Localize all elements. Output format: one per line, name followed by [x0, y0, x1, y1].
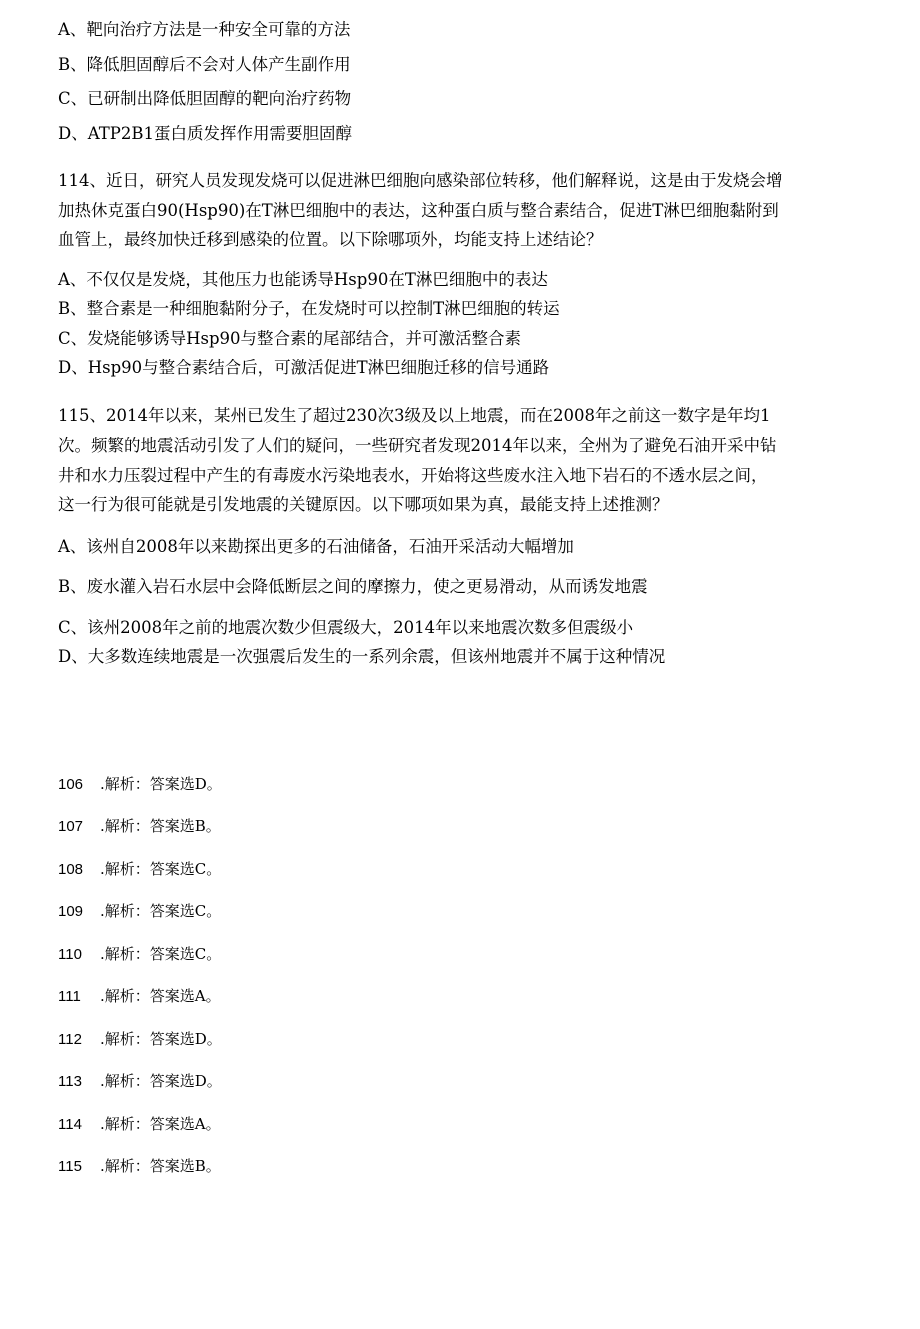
answer-text: .解析：答案选D。 — [100, 1072, 222, 1090]
answer-text: .解析：答案选B。 — [100, 817, 221, 835]
answer-item — [58, 901, 221, 922]
answer-item — [58, 816, 221, 837]
q114-option-d: D、Hsp90与整合素结合后，可激活促进T淋巴细胞迁移的信号通路 — [58, 358, 550, 377]
answer-item — [58, 986, 221, 1007]
prev-option-d: D、ATP2B1蛋白质发挥作用需要胆固醇 — [58, 124, 352, 143]
answer-text: .解析：答案选D。 — [100, 1030, 222, 1048]
answer-number: 109 — [58, 903, 84, 920]
answer-text: .解析：答案选B。 — [100, 1157, 221, 1175]
prev-option-a: A、靶向治疗方法是一种安全可靠的方法 — [58, 20, 351, 39]
q115-option-d: D、大多数连续地震是一次强震后发生的一系列余震，但该州地震并不属于这种情况 — [58, 647, 666, 666]
answer-number: 107 — [58, 818, 84, 835]
answer-number: 112 — [58, 1031, 82, 1048]
q114-stem-line: 加热休克蛋白90(Hsp90)在T淋巴细胞中的表达，这种蛋白质与整合素结合，促进T淋巴细胞黏附到 — [58, 201, 779, 220]
q114-stem-line: 血管上，最终加快迁移到感染的位置。以下除哪项外，均能支持上述结论？ — [58, 230, 603, 249]
answer-number: 111 — [58, 988, 81, 1005]
q115-stem-line: 井和水力压裂过程中产生的有毒废水污染地表水，开始将这些废水注入地下岩石的不透水层之间， — [58, 466, 768, 485]
answer-number: 113 — [58, 1073, 82, 1090]
q115-option-c: C、该州2008年之前的地震次数少但震级大，2014年以来地震次数多但震级小 — [58, 618, 634, 637]
q115-stem-line: 这一行为很可能就是引发地震的关键原因。以下哪项如果为真，最能支持上述推测？ — [58, 495, 669, 514]
q115-option-a: A、该州自2008年以来勘探出更多的石油储备，石油开采活动大幅增加 — [58, 537, 574, 556]
answer-number: 114 — [58, 1116, 82, 1133]
q115-stem-line: 次。频繁的地震活动引发了人们的疑问，一些研究者发现2014年以来，全州为了避免石油开采中钻 — [58, 436, 777, 455]
answer-item — [58, 1029, 222, 1050]
answer-number: 115 — [58, 1158, 82, 1175]
q114-option-a: A、不仅仅是发烧，其他压力也能诱导Hsp90在T淋巴细胞中的表达 — [58, 270, 548, 289]
answer-number: 108 — [58, 861, 84, 878]
answer-text: .解析：答案选C。 — [100, 945, 222, 963]
answer-item — [58, 944, 221, 965]
answer-item — [58, 774, 222, 795]
answer-text: .解析：答案选D。 — [100, 775, 222, 793]
answer-number: 106 — [58, 776, 84, 793]
answer-number: 110 — [58, 946, 82, 963]
answer-text: .解析：答案选C。 — [100, 902, 222, 920]
prev-option-b: B、降低胆固醇后不会对人体产生副作用 — [58, 55, 351, 74]
q114-stem-line: 114、近日，研究人员发现发烧可以促进淋巴细胞向感染部位转移，他们解释说，这是由于发烧会增 — [58, 171, 783, 190]
q115-option-b: B、废水灌入岩石水层中会降低断层之间的摩擦力，使之更易滑动，从而诱发地震 — [58, 577, 648, 596]
prev-option-c: C、已研制出降低胆固醇的靶向治疗药物 — [58, 89, 352, 108]
answer-text: .解析：答案选C。 — [100, 860, 222, 878]
q114-option-c: C、发烧能够诱导Hsp90与整合素的尾部结合，并可激活整合素 — [58, 329, 522, 348]
q115-stem-line: 115、2014年以来，某州已发生了超过230次3级及以上地震，而在2008年之前这一数字是年均1 — [58, 406, 771, 425]
answer-item — [58, 1071, 222, 1092]
answer-text: .解析：答案选A。 — [100, 1115, 221, 1133]
answer-item — [58, 859, 221, 880]
answer-item — [58, 1156, 221, 1177]
answer-text: .解析：答案选A。 — [100, 987, 221, 1005]
answer-item — [58, 1114, 221, 1135]
q114-option-b: B、整合素是一种细胞黏附分子，在发烧时可以控制T淋巴细胞的转运 — [58, 299, 560, 318]
